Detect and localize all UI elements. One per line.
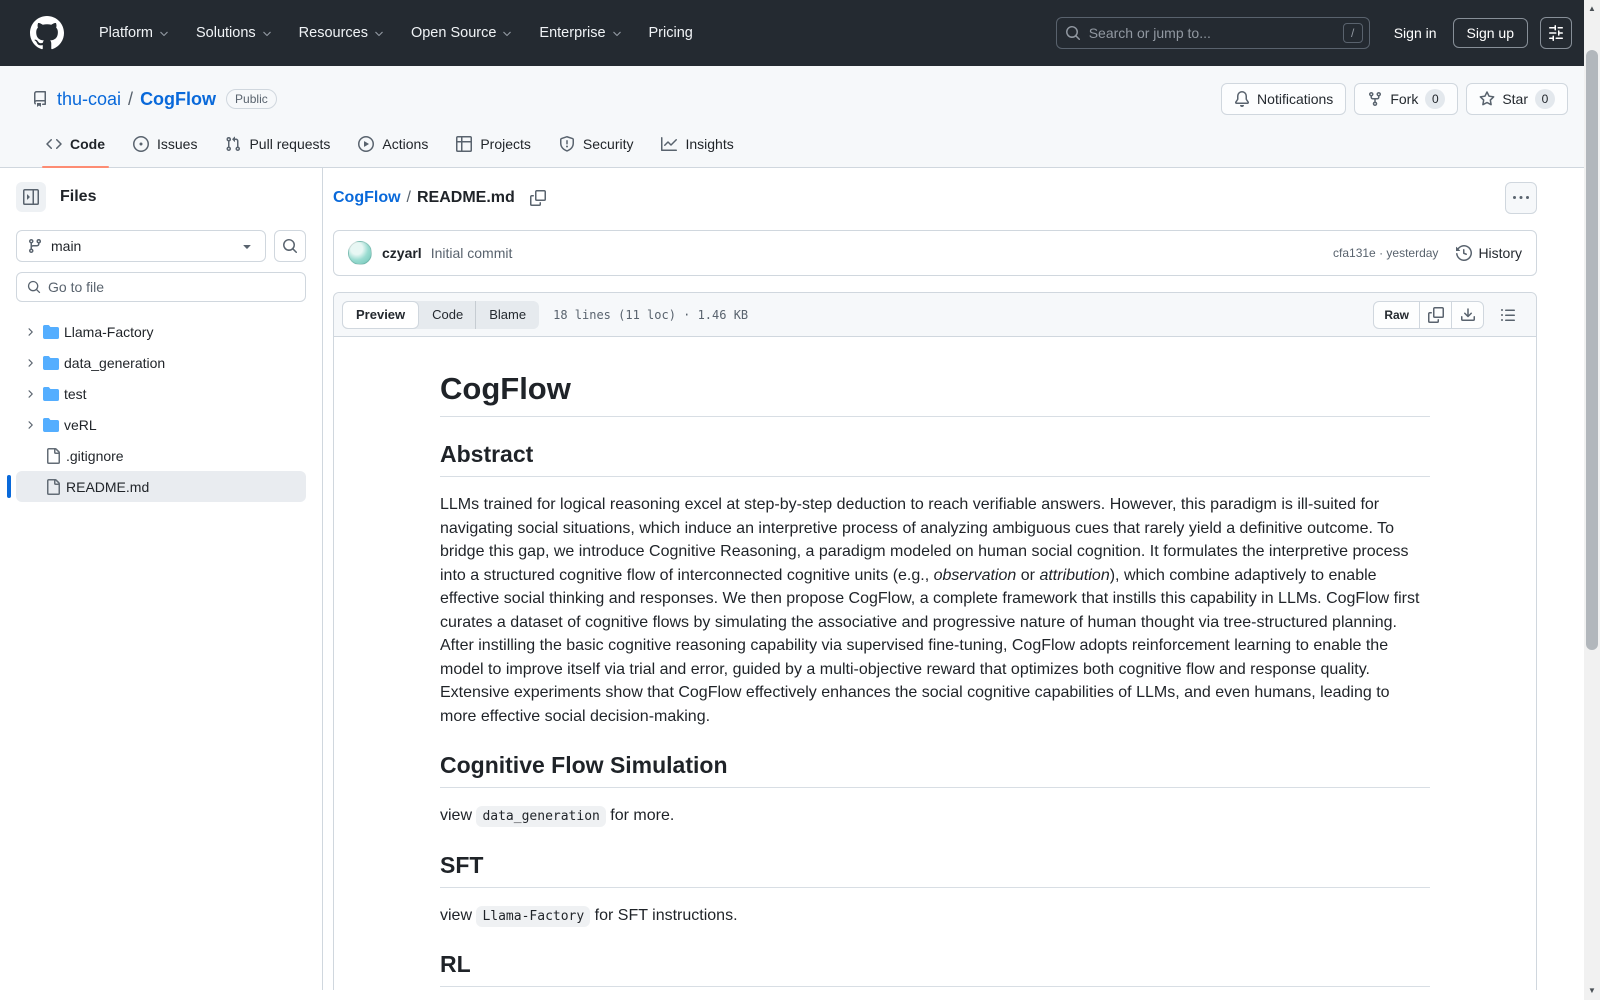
file-icon [45, 479, 61, 495]
file-icon [45, 448, 61, 464]
current-branch: main [51, 238, 82, 254]
raw-button-group [1373, 301, 1484, 329]
tree-item-name: veRL [64, 416, 97, 433]
tree-row[interactable] [16, 471, 306, 502]
search-input[interactable] [1089, 25, 1335, 41]
more-options-button[interactable] [1505, 182, 1537, 214]
repo-tab[interactable]: Issues [119, 124, 211, 167]
readme-content [440, 337, 1430, 987]
command-palette-button[interactable] [1540, 17, 1572, 49]
play-icon [358, 136, 374, 152]
cfs-heading: Cognitive Flow Simulation [440, 752, 1430, 788]
download-icon [1460, 307, 1476, 323]
folder-icon [43, 386, 59, 402]
sign-up-button[interactable]: Sign up [1453, 18, 1528, 48]
chevron-right-icon [22, 324, 38, 340]
view-switcher [342, 301, 539, 329]
commit-author-link[interactable]: czyarl [382, 245, 422, 261]
page-scrollbar[interactable] [1584, 0, 1600, 1000]
chevron-right-icon [22, 448, 38, 464]
search-shortcut-key: / [1343, 23, 1363, 43]
graph-icon [661, 136, 677, 152]
avatar[interactable] [348, 241, 372, 265]
tree-item-name: README.md [66, 478, 150, 495]
chevron-down-icon [611, 28, 623, 40]
abstract-heading: Abstract [440, 441, 1430, 477]
tree-item-name: test [64, 385, 87, 402]
raw-button[interactable]: Raw [1374, 302, 1419, 328]
go-to-file-input[interactable] [48, 279, 295, 295]
repo-tab[interactable]: Code [32, 124, 119, 167]
readme-title: CogFlow [440, 371, 1430, 417]
commit-sha-date[interactable]: cfa131e · yesterday [1333, 246, 1439, 260]
search-icon [27, 280, 41, 294]
chevron-right-icon [22, 479, 38, 495]
repo-tab[interactable]: Projects [442, 124, 545, 167]
breadcrumb-repo-link[interactable]: CogFlow [333, 189, 401, 206]
git-branch-icon [27, 238, 43, 254]
copy-icon [530, 190, 546, 206]
repo-icon [32, 91, 48, 107]
abstract-paragraph: LLMs trained for logical reasoning excel at step-by-step deduction to reach verifiable answers. However, this paradigm is ill-suited for navigating social situations, which induce an interpretive process of analyzing ambiguous cues that rarely yield a definitive outcome. To bridge this gap, we introduce Cognitive Reasoning, a paradigm modeled on human social cognition. It formulates the interpretive process into a structured cognitive flow of interconnected cognitive units (e.g., observation or attribution), which combine adaptively to enable effective social thinking and responses. We then propose CogFlow, a complete framework that instills this capability in LLMs. CogFlow first curates a dataset of cognitive flows by simulating the associative and progressive nature of human thought via tree-structured planning. After instilling the basic cognitive reasoning capability via supervised fine-tuning, CogFlow adopts reinforcement learning to enable the model to improve itself via trial and error, guided by a multi-objective reward that optimizes both cognitive flow and response quality. Extensive experiments show that CogFlow effectively enhances the social cognitive capabilities of LLMs, and even humans, leading to more effective social decision-making. [440, 496, 1420, 725]
cfs-paragraph: view data_generation for more. [440, 804, 1430, 828]
search-icon [282, 238, 298, 254]
top-nav [86, 17, 706, 49]
repo-name-link[interactable]: CogFlow [140, 88, 217, 109]
folder-icon [43, 355, 59, 371]
issue-icon [133, 136, 149, 152]
view-tab[interactable]: Code [419, 301, 476, 329]
rl-heading: RL [440, 951, 1430, 987]
tree-row[interactable] [16, 378, 306, 409]
go-to-file-box[interactable] [16, 272, 306, 302]
sidebar-collapse-icon [23, 189, 39, 205]
sliders-icon [1548, 25, 1564, 41]
view-tab[interactable]: Preview [342, 301, 419, 329]
star-button[interactable]: Star 0 [1466, 83, 1568, 115]
repo-tab[interactable]: Pull requests [211, 124, 344, 167]
kebab-horizontal-icon [1513, 190, 1529, 206]
tree-item-name: .gitignore [66, 447, 124, 464]
llama-factory-code: Llama-Factory [476, 906, 590, 927]
file-tree [16, 316, 306, 502]
breadcrumb-file-name: README.md [417, 189, 515, 206]
top-nav-item[interactable]: Resources [286, 17, 398, 49]
file-meta: 18 lines (11 loc) · 1.46 KB [553, 307, 749, 322]
copy-path-button[interactable] [525, 185, 551, 211]
tree-item-name: data_generation [64, 354, 166, 371]
tree-row[interactable] [16, 440, 306, 471]
tree-row[interactable] [16, 409, 306, 440]
chevron-down-icon [501, 28, 513, 40]
sft-heading: SFT [440, 852, 1430, 888]
main-content [323, 168, 1600, 990]
chevron-down-icon [261, 28, 273, 40]
copy-icon [1428, 307, 1444, 323]
tree-row[interactable] [16, 316, 306, 347]
search-icon [1065, 25, 1081, 41]
fork-count: 0 [1425, 89, 1445, 109]
file-viewer-header [334, 293, 1536, 337]
view-tab[interactable]: Blame [476, 301, 539, 329]
star-icon [1479, 91, 1495, 107]
top-nav-item[interactable]: Solutions [183, 17, 286, 49]
shield-icon [559, 136, 575, 152]
copy-raw-button[interactable] [1419, 302, 1451, 328]
repo-tab[interactable]: Actions [344, 124, 442, 167]
history-icon [1456, 245, 1472, 261]
download-raw-button[interactable] [1451, 302, 1483, 328]
sft-paragraph: view Llama-Factory for SFT instructions. [440, 904, 1430, 928]
data-generation-code: data_generation [476, 806, 605, 827]
top-nav-item[interactable]: Enterprise [526, 17, 635, 49]
commit-message-link[interactable]: Initial commit [430, 245, 513, 261]
star-count: 0 [1535, 89, 1555, 109]
tree-row[interactable] [16, 347, 306, 378]
scrollbar-thumb[interactable] [1586, 50, 1598, 650]
repo-separator: / [128, 88, 134, 109]
list-unordered-icon [1500, 307, 1516, 323]
repo-tabs [32, 124, 1568, 167]
fork-icon [1367, 91, 1383, 107]
files-sidebar [0, 168, 323, 990]
repo-tab[interactable]: Insights [647, 124, 747, 167]
files-panel-title: Files [60, 188, 97, 205]
pr-icon [225, 136, 241, 152]
file-viewer [333, 292, 1537, 990]
fork-button[interactable]: Fork 0 [1354, 83, 1458, 115]
breadcrumb: CogFlow / README.md [333, 182, 1537, 214]
history-link[interactable]: History [1456, 245, 1522, 261]
repo-owner-link[interactable]: thu-coai [57, 88, 122, 109]
repo-tab[interactable]: Security [545, 124, 648, 167]
chevron-down-icon [373, 28, 385, 40]
global-search[interactable] [1056, 17, 1370, 49]
collapse-sidebar-button[interactable] [16, 182, 46, 212]
top-nav-item[interactable]: Open Source [398, 17, 526, 49]
chevron-right-icon [22, 386, 38, 402]
tree-item-name: Llama-Factory [64, 323, 154, 340]
triangle-down-icon [239, 238, 255, 254]
table-icon [456, 136, 472, 152]
github-logo[interactable] [30, 16, 64, 50]
search-code-button[interactable] [274, 230, 306, 262]
code-icon [46, 136, 62, 152]
scrollbar-up-arrow[interactable]: ▲ [1588, 3, 1596, 13]
chevron-down-icon [158, 28, 170, 40]
notifications-button[interactable]: Notifications [1221, 83, 1346, 115]
branch-selector[interactable] [16, 230, 266, 262]
outline-button[interactable] [1494, 301, 1522, 329]
folder-icon [43, 324, 59, 340]
repo-header [0, 66, 1600, 168]
scrollbar-down-arrow[interactable]: ▼ [1588, 985, 1596, 995]
folder-icon [43, 417, 59, 433]
chevron-right-icon [22, 355, 38, 371]
top-nav-item[interactable]: Pricing [648, 25, 693, 41]
top-nav-item[interactable]: Platform [86, 17, 183, 49]
global-header [0, 0, 1600, 66]
visibility-badge: Public [226, 89, 277, 109]
latest-commit-bar [333, 230, 1537, 276]
sign-in-link[interactable]: Sign in [1393, 25, 1437, 41]
chevron-right-icon [22, 417, 38, 433]
bell-icon [1234, 91, 1250, 107]
